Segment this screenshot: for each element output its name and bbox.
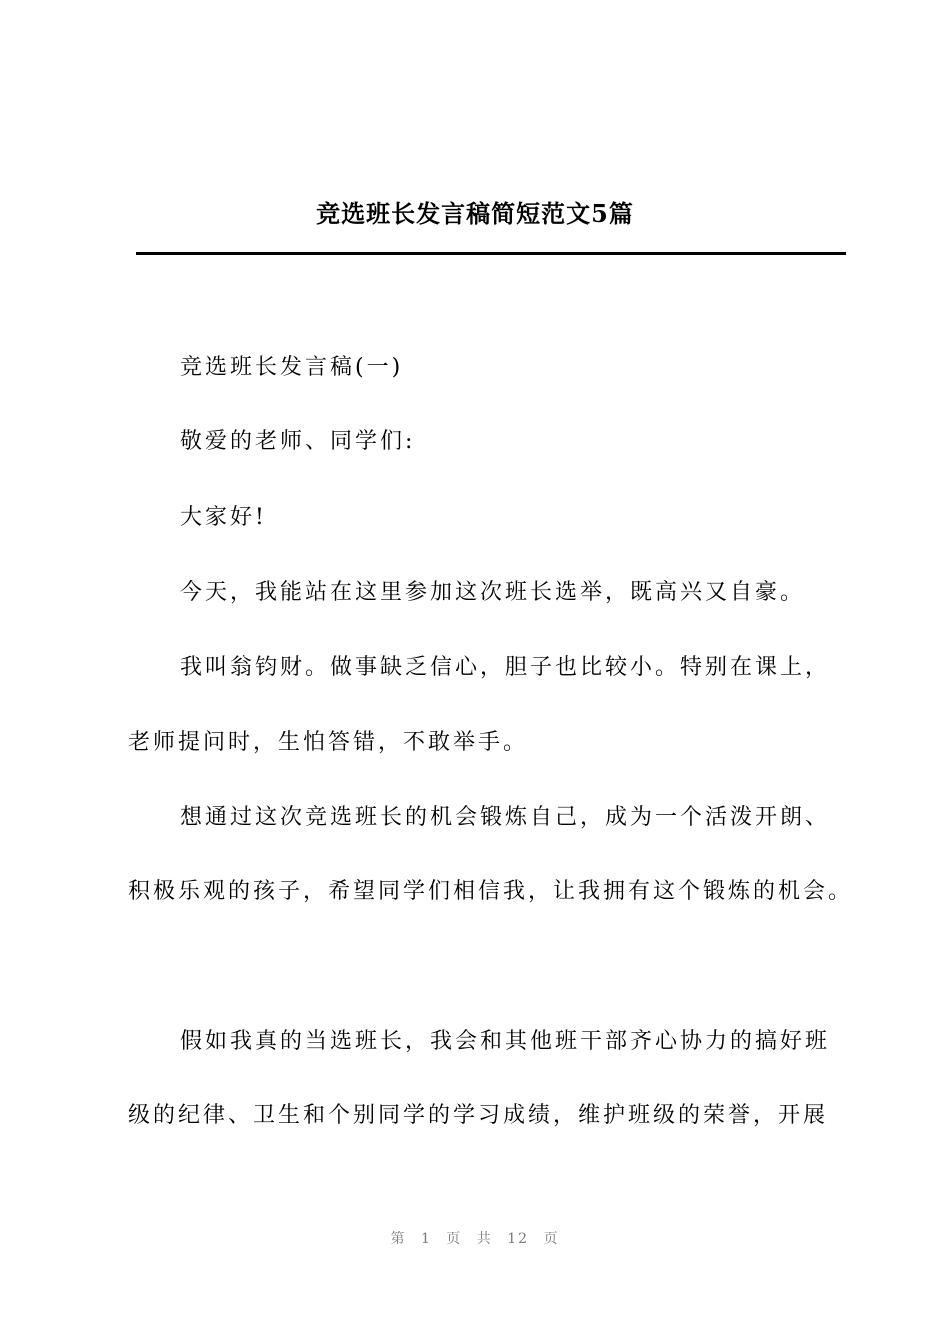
paragraph-line: 今天，我能站在这里参加这次班长选举，既高兴又自豪。 xyxy=(180,580,806,605)
paragraph-line: 老师提问时，生怕答错，不敢举手。 xyxy=(128,730,529,755)
paragraph-line: 积极乐观的孩子，希望同学们相信我，让我拥有这个锻炼的机会。 xyxy=(128,879,854,904)
paragraph-line: 想通过这次竞选班长的机会锻炼自己，成为一个活泼开朗、 xyxy=(180,805,831,830)
heading-line: 竞选班长发言稿(一) xyxy=(180,355,404,380)
paragraph-line: 级的纪律、卫生和个别同学的学习成绩，维护班级的荣誉，开展 xyxy=(128,1103,829,1128)
page-footer: 第 1 页 共 12 页 xyxy=(390,1231,560,1247)
title-underline xyxy=(136,252,846,255)
greeting-line: 大家好! xyxy=(180,505,267,530)
paragraph-line: 假如我真的当选班长，我会和其他班干部齐心协力的搞好班 xyxy=(180,1029,831,1054)
salutation-line: 敬爱的老师、同学们: xyxy=(180,429,416,454)
paragraph-line: 我叫翁钧财。做事缺乏信心，胆子也比较小。特别在课上， xyxy=(180,655,831,680)
page-title: 竞选班长发言稿简短范文5篇 xyxy=(316,199,634,228)
